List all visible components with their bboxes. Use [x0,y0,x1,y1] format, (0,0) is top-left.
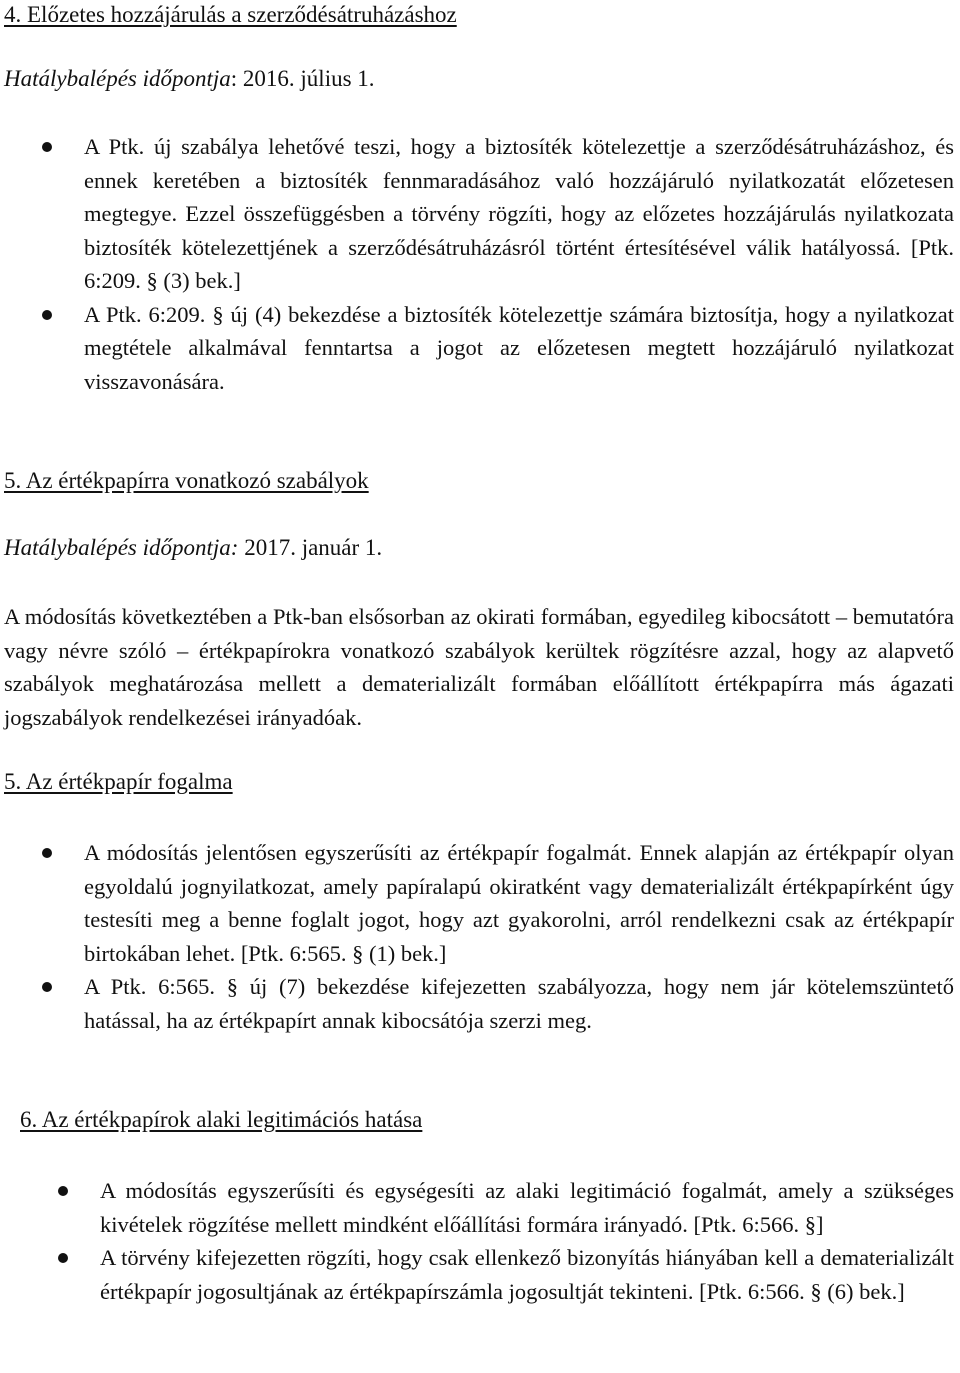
effective-date-line [4,533,382,563]
effective-date-line [4,64,375,94]
effective-date: 2016. július 1. [237,66,375,91]
list-item [84,298,954,399]
bullet-dot-icon [42,310,52,320]
list-item-text: A módosítás jelentősen egyszerűsíti az értékpapír fogalmát. Ennek alapján az értékpapír olyan egyoldalú jognyilatkozat, amely papíralapú okiratként vagy dematerializált értékpapírként úgy testesíti meg a benne foglalt jogot, hogy azt gyakorolni, arról rendelkezni csak az értékpapír birtokában lehet. [Ptk. 6:565. § (1) bek.] [84,840,954,966]
list-item [84,130,954,298]
effective-separator: : [230,66,238,91]
list-item-text: A módosítás egyszerűsíti és egységesíti az alaki legitimáció fogalmát, amely a szükséges kivételek rögzítése mellett mindként előállítási formára irányadó. [Ptk. 6:566. §] [100,1178,954,1237]
list-item [84,836,954,970]
section-heading-5-fogalma: 5. Az értékpapír fogalma [4,769,233,794]
bullet-dot-icon [42,848,52,858]
list-item [100,1241,954,1308]
bullet-list [100,1174,954,1308]
list-item-text: A törvény kifejezetten rögzíti, hogy csak ellenkező bizonyítás hiányában kell a dematerializált értékpapír jogosultjának az értékpapírszámla jogosultját tekinteni. [Ptk. 6:566. § (6) bek.] [100,1245,954,1304]
effective-label: Hatálybalépés időpontja: [4,535,239,560]
list-item [84,970,954,1037]
bullet-dot-icon [58,1186,68,1196]
bullet-list [84,130,954,398]
section-heading-5: 5. Az értékpapírra vonatkozó szabályok [4,468,369,493]
bullet-list [84,836,954,1037]
list-item-text: A Ptk. 6:565. § új (7) bekezdése kifejezetten szabályozza, hogy nem jár kötelemszüntető hatással, ha az értékpapírt annak kibocsátója szerzi meg. [84,974,954,1033]
bullet-dot-icon [42,982,52,992]
list-item-text: A Ptk. 6:209. § új (4) bekezdése a biztosíték kötelezettje számára biztosítja, hogy a nyilatkozat megtétele alkalmával fenntartsa a jogot az előzetesen megtett hozzájáruló nyilatkozat visszavonására. [84,301,954,394]
section-heading-6: 6. Az értékpapírok alaki legitimációs hatása [20,1107,423,1132]
effective-label: Hatálybalépés időpontja [4,66,231,91]
list-item [100,1174,954,1241]
list-item-text: A Ptk. új szabálya lehetővé teszi, hogy a biztosíték kötelezettje a szerződésátruházáshoz, és ennek keretében a biztosíték fennmaradásához való hozzájáruló nyilatkozatát előzetesen megtegye. Ezzel összefüggésben a törvény rögzíti, hogy az előzetes hozzájárulás nyilatkozata biztosíték kötelezettjének a szerződésátruházásról történt értesítésével válik hatályossá. [Ptk. 6:209. § (3) bek.] [84,134,954,293]
effective-date: 2017. január 1. [238,535,383,560]
bullet-dot-icon [42,142,52,152]
bullet-dot-icon [58,1253,68,1263]
body-paragraph: A módosítás következtében a Ptk-ban elsősorban az okirati formában, egyedileg kibocsátott – bemutatóra vagy névre szóló – értékpapírokra vonatkozó szabályok kerültek rögzítésre azzal, hogy az alapvető szabályok meghatározása mellett a dematerializált formában előállított értékpapírra más ágazati jogszabályok rendelkezései irányadóak. [4,604,954,730]
section-heading-4: 4. Előzetes hozzájárulás a szerződésátruházáshoz [4,2,457,27]
